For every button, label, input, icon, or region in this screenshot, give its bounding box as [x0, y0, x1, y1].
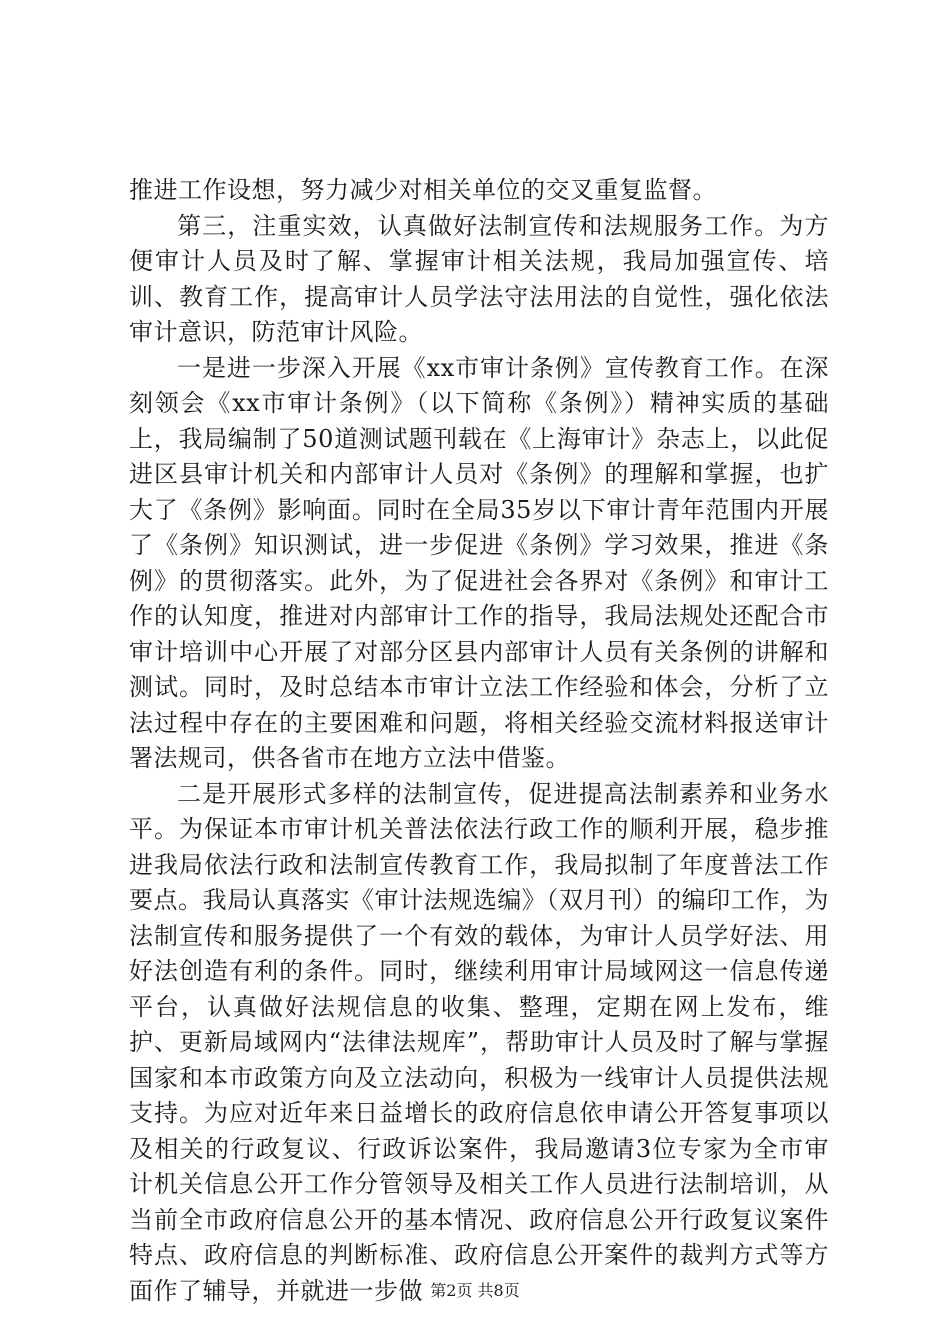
paragraph-third-point: 第三，注重实效，认真做好法制宣传和法规服务工作。为方便审计人员及时了解、掌握审计相关法规，我局加强宣传、培训、教育工作，提高审计人员学法守法用法的自觉性，强化依法审计意识，防范审计风险。 — [129, 211, 829, 346]
paragraph-item-one: 一是进一步深入开展《xx市审计条例》宣传教育工作。在深刻领会《xx市审计条例》（以下简称《条例》）精神实质的基础上，我局编制了50道测试题刊载在《上海审计》杂志上，以此促进区县审计机关和内部审计人员对《条例》的理解和掌握，也扩大了《条例》影响面。同时在全局35岁以下审计青年范围内开展了《条例》知识测试，进一步促进《条例》学习效果，推进《条例》的贯彻落实。此外，为了促进社会各界对《条例》和审计工作的认知度，推进对内部审计工作的指导，我局法规处还配合市审计培训中心开展了对部分区县内部审计人员有关条例的讲解和测试。同时，及时总结本市审计立法工作经验和体会，分析了立法过程中存在的主要困难和问题，将相关经验交流材料报送审计署法规司，供各省市在地方立法中借鉴。 — [129, 353, 829, 772]
paragraph-item-two: 二是开展形式多样的法制宣传，促进提高法制素养和业务水平。为保证本市审计机关普法依法行政工作的顺利开展，稳步推进我局依法行政和法制宣传教育工作，我局拟制了年度普法工作要点。我局认真落实《审计法规选编》（双月刊）的编印工作，为法制宣传和服务提供了一个有效的载体，为审计人员学好法、用好法创造有利的条件。同时，继续利用审计局域网这一信息传递平台，认真做好法规信息的收集、整理，定期在网上发布，维护、更新局域网内“法律法规库”，帮助审计人员及时了解与掌握国家和本市政策方向及立法动向，积极为一线审计人员提供法规支持。为应对近年来日益增长的政府信息依申请公开答复事项以及相关的行政复议、行政诉讼案件，我局邀请3位专家为全市审计机关信息公开工作分管领导及相关工作人员进行法制培训，从当前全市政府信息公开的基本情况、政府信息公开行政复议案件特点、政府信息的判断标准、政府信息公开案件的裁判方式等方面作了辅导，并就进一步做 — [129, 779, 829, 1305]
paragraph-continuation: 推进工作设想，努力减少对相关单位的交叉重复监督。 — [129, 176, 717, 204]
page-number-footer: 第2页 共8页 — [430, 1281, 520, 1300]
document-body — [129, 173, 829, 1309]
